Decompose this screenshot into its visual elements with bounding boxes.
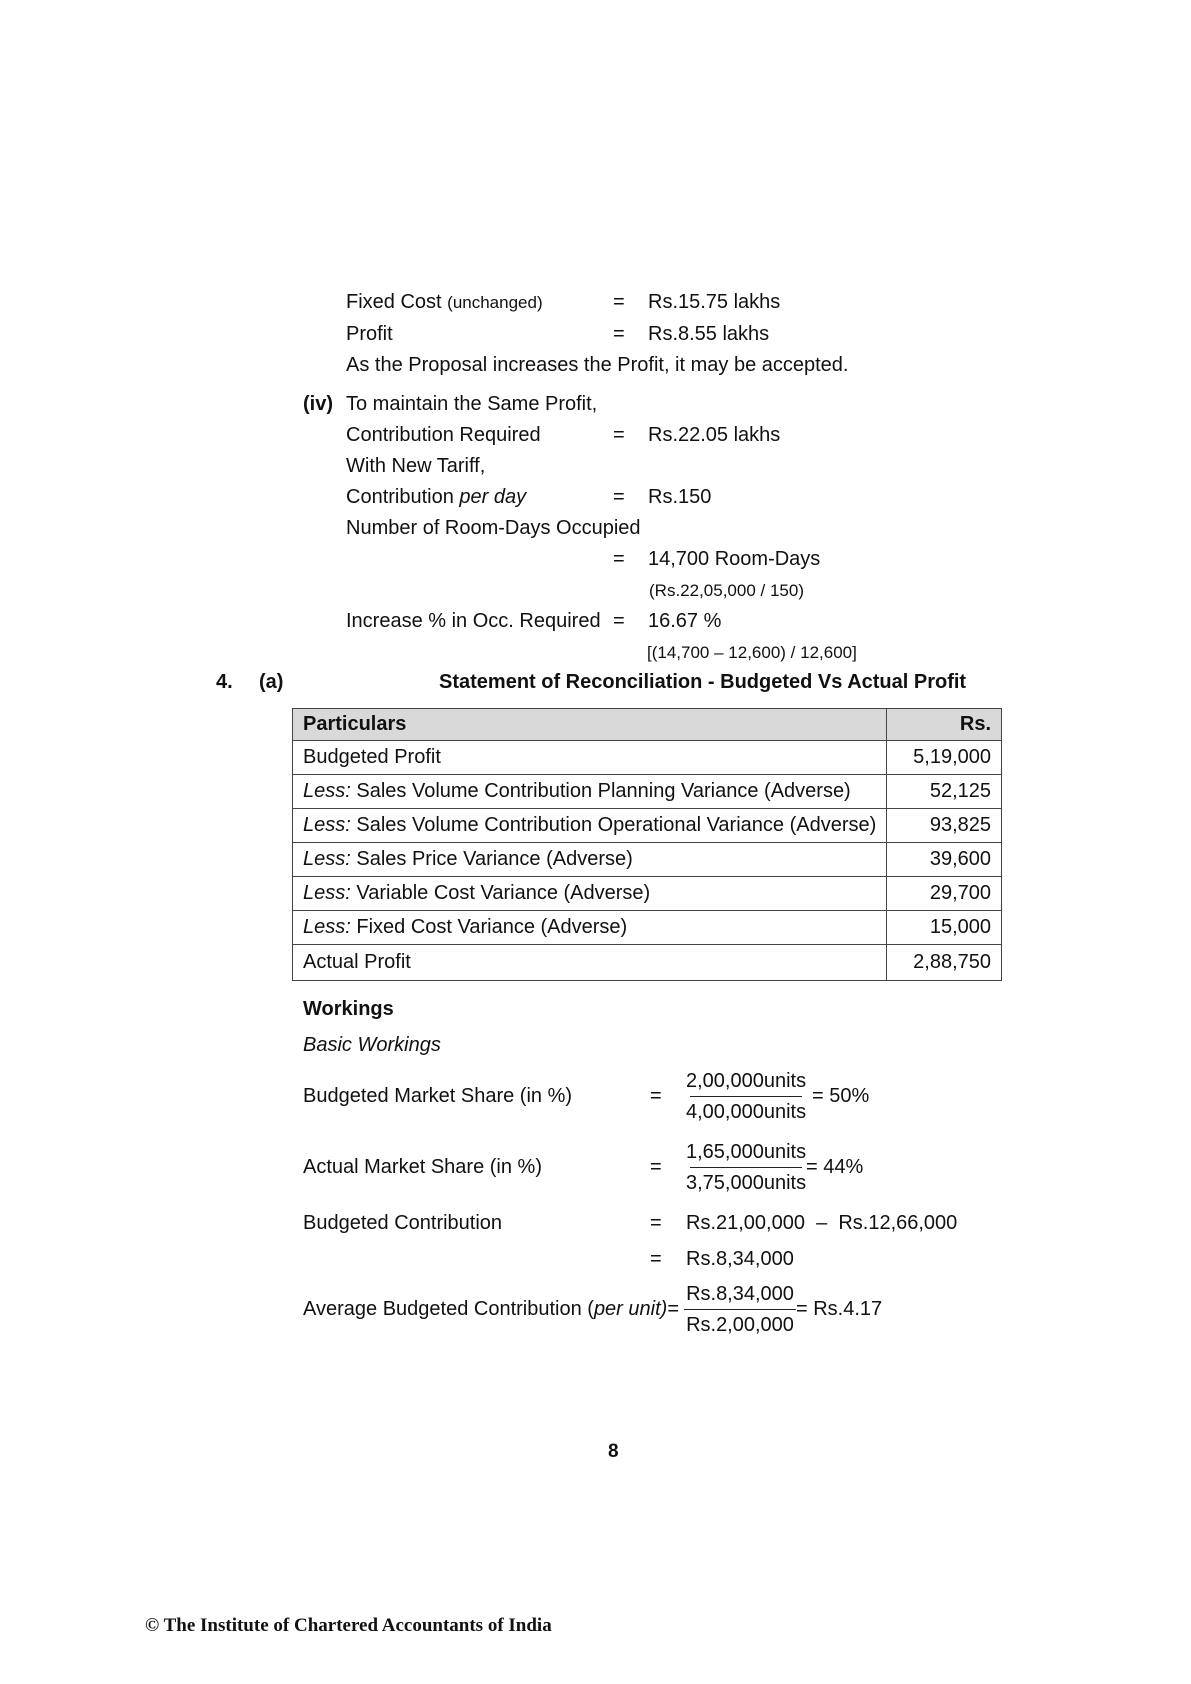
row-amount: 5,19,000 [887,741,1002,775]
section-iv-intro: To maintain the Same Profit, [346,393,598,415]
fraction-denominator: Rs.2,00,000 [686,1314,794,1336]
room-days-label: Number of Room-Days Occupied [346,517,641,539]
increase-value: 16.67 % [648,610,722,632]
workings-heading: Workings [303,998,394,1020]
table-header-row [293,709,1002,741]
row-amount: 2,88,750 [887,945,1002,981]
fraction-bar [690,1167,802,1168]
row-label: Budgeted Profit [293,741,887,775]
fraction-bar [690,1096,802,1097]
particulars-header: Particulars [293,709,887,741]
row-amount: 52,125 [887,775,1002,809]
actual-share-fraction [686,1139,806,1196]
fraction-denominator: 3,75,000units [686,1172,807,1194]
contribution-per-day-value: Rs.150 [648,486,712,508]
row-amount: 39,600 [887,843,1002,877]
table-row [293,741,1002,775]
contribution-required-value: Rs.22.05 lakhs [648,424,781,446]
equals-sign: = [613,291,625,313]
avg-contribution-result: = Rs.4.17 [796,1298,883,1320]
profit-value: Rs.8.55 lakhs [648,323,770,345]
room-days-value: 14,700 Room-Days [648,548,821,570]
less-prefix: Less: [303,916,351,938]
row-label: Less: Sales Volume Contribution Operational Variance (Adverse) [293,809,887,843]
fraction-bar [684,1309,796,1310]
equals-sign: = [613,486,625,508]
row-amount: 29,700 [887,877,1002,911]
equals-sign: = [650,1212,662,1234]
equals-sign: = [613,424,625,446]
question-number: 4. [216,671,233,693]
avg-contribution-label: Average Budgeted Contribution (per unit)= [303,1298,679,1320]
fixed-cost-label: Fixed Cost (unchanged) [346,291,543,313]
statement-title: Statement of Reconciliation - Budgeted Vs Actual Profit [439,671,967,693]
actual-share-result: = 44% [806,1156,864,1178]
section-iv-marker: (iv) [303,393,333,415]
workings-subheading: Basic Workings [303,1034,441,1056]
fraction-numerator: 2,00,000units [686,1070,807,1092]
profit-label: Profit [346,323,393,345]
reconciliation-table [292,708,1002,981]
table-row [293,911,1002,945]
new-tariff-label: With New Tariff, [346,455,486,477]
increase-calc: [(14,700 – 12,600) / 12,600] [647,643,857,662]
contribution-required-label: Contribution Required [346,424,541,446]
fraction-denominator: 4,00,000units [686,1101,807,1123]
per-unit-emphasis: per unit) [593,1298,668,1320]
row-label: Less: Variable Cost Variance (Adverse) [293,877,887,911]
row-label: Actual Profit [293,945,887,981]
budgeted-share-label: Budgeted Market Share (in %) [303,1085,573,1107]
table-row [293,809,1002,843]
equals-sign: = [650,1248,662,1270]
per-day-emphasis: per day [459,486,527,508]
table-row [293,877,1002,911]
equals-sign: = [650,1085,662,1107]
equals-sign: = [613,323,625,345]
equals-sign: = [613,548,625,570]
budgeted-share-result: = 50% [812,1085,870,1107]
fixed-cost-note: (unchanged) [447,293,543,312]
budgeted-contribution-value: Rs.8,34,000 [686,1248,794,1270]
row-amount: 93,825 [887,809,1002,843]
budgeted-share-fraction [686,1068,806,1125]
row-label: Less: Sales Volume Contribution Planning Variance (Adverse) [293,775,887,809]
budgeted-contribution-label: Budgeted Contribution [303,1212,503,1234]
row-amount: 15,000 [887,911,1002,945]
row-label: Less: Fixed Cost Variance (Adverse) [293,911,887,945]
contribution-per-day-label: Contribution per day [346,486,527,508]
conclusion-text: As the Proposal increases the Profit, it may be accepted. [346,354,849,376]
row-label: Less: Sales Price Variance (Adverse) [293,843,887,877]
fixed-cost-value: Rs.15.75 lakhs [648,291,781,313]
room-days-calc: (Rs.22,05,000 / 150) [649,581,804,600]
actual-share-label: Actual Market Share (in %) [303,1156,542,1178]
amount-header: Rs. [887,709,1002,741]
less-prefix: Less: [303,848,351,870]
footer-copyright: © The Institute of Chartered Accountants of India [145,1615,552,1636]
less-prefix: Less: [303,882,351,904]
budgeted-contribution-calc: Rs.21,00,000 – Rs.12,66,000 [686,1212,958,1234]
fraction-numerator: Rs.8,34,000 [686,1283,794,1305]
table-row-total [293,945,1002,981]
less-prefix: Less: [303,780,351,802]
table-row [293,775,1002,809]
equals-sign: = [613,610,625,632]
equals-sign: = [650,1156,662,1178]
less-prefix: Less: [303,814,351,836]
avg-contribution-fraction [680,1281,800,1338]
increase-label: Increase % in Occ. Required [346,610,601,632]
table-row [293,843,1002,877]
page-number: 8 [608,1441,619,1462]
fraction-numerator: 1,65,000units [686,1141,807,1163]
question-part: (a) [259,671,284,693]
